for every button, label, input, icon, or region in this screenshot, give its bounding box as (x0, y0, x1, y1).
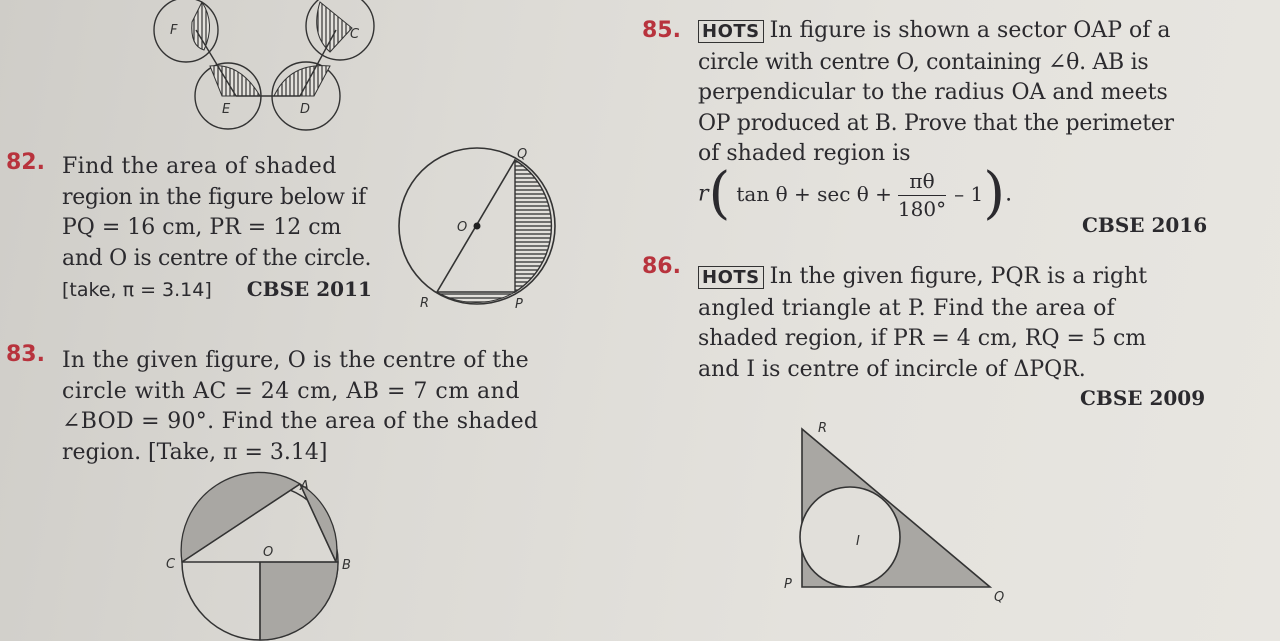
q82-line-1: Find the area of shaded (62, 154, 337, 179)
q82-line-5 (62, 274, 392, 306)
label-r: R (818, 421, 828, 436)
shaded-segment-ca (181, 472, 300, 562)
label-i: I (856, 534, 860, 549)
hots-badge-86: HOTS (698, 266, 764, 289)
formula-fraction (898, 167, 946, 222)
label-a: A (300, 479, 309, 494)
hots-badge-85: HOTS (698, 20, 764, 43)
question-82-number: 82. (6, 150, 45, 175)
q82-line-3: PQ = 16 cm, PR = 12 cm (62, 215, 342, 240)
question-83-text (62, 346, 562, 468)
q83-line-4: region. [Take, π = 3.14] (62, 439, 328, 465)
q82-line-4: and O is centre of the circle. (62, 245, 372, 271)
label-r: R (420, 296, 430, 311)
label-p: P (784, 577, 792, 592)
q82-take: [take, π = 3.14] (62, 279, 212, 301)
label-q: Q (517, 147, 528, 162)
figure-q82-circle (395, 140, 565, 315)
label-b: B (342, 558, 351, 573)
label-p: P (515, 297, 523, 312)
label-q: Q (994, 590, 1005, 605)
q85-line-2: circle with centre O, containing ∠θ. AB is (698, 49, 1149, 75)
shaded-e (210, 66, 260, 96)
q86-line-4: and I is centre of incircle of ΔPQR. (698, 356, 1086, 382)
label-d: D (300, 102, 311, 117)
incircle (800, 487, 900, 587)
label-o: O (457, 220, 468, 235)
question-85-number: 85. (642, 18, 681, 43)
question-82-text (62, 152, 392, 306)
formula-body: tan θ + sec θ + (736, 182, 892, 206)
question-85-text (698, 16, 1218, 170)
formula-r: r (698, 181, 709, 207)
q85-cbse: CBSE 2016 (1082, 213, 1208, 237)
figure-q83-circle (160, 472, 360, 641)
question-86-text (698, 262, 1218, 385)
top-circles-figure (140, 0, 400, 135)
shaded-quadrant-bod (260, 562, 338, 640)
formula-denominator: 180° (897, 196, 947, 221)
label-e: E (222, 102, 231, 117)
q85-formula: r( tan θ + sec θ + $\frac{\pi\theta}{180^\circ}$ – 1). (698, 161, 1013, 226)
question-83-number: 83. (6, 342, 45, 367)
q86-line-3: shaded region, if PR = 4 cm, RQ = 5 cm (698, 326, 1147, 351)
q86-line-1: In the given figure, PQR is a right (769, 264, 1148, 289)
q86-line-2: angled triangle at P. Find the area of (698, 295, 1115, 321)
label-c: C (350, 27, 360, 42)
label-f: F (170, 23, 178, 38)
q85-line-4: OP produced at B. Prove that the perimeter (698, 110, 1174, 136)
q83-line-2: circle with AC = 24 cm, AB = 7 cm and (62, 378, 520, 404)
q83-line-3: ∠BOD = 90°. Find the area of the shaded (62, 409, 539, 434)
q86-cbse: CBSE 2009 (1080, 386, 1206, 410)
formula-tail: – 1 (954, 182, 984, 206)
q85-line-1: In figure is shown a sector OAP of a (769, 18, 1171, 43)
figure-q86-triangle (780, 415, 1020, 610)
q85-line-5: of shaded region is (698, 141, 911, 166)
question-86-number: 86. (642, 254, 681, 279)
formula-numerator: πθ (898, 167, 946, 196)
label-c: C (166, 557, 176, 572)
q85-line-3: perpendicular to the radius OA and meets (698, 80, 1168, 105)
shaded-c (317, 2, 352, 52)
label-o: O (263, 545, 274, 560)
q83-line-1: In the given figure, O is the centre of the (62, 348, 529, 373)
shaded-segment-rp (437, 292, 515, 302)
q82-line-2: region in the figure below if (62, 184, 366, 210)
shaded-segment-pq (515, 160, 551, 292)
q82-cbse: CBSE 2011 (246, 277, 372, 301)
shaded-f (192, 2, 210, 50)
